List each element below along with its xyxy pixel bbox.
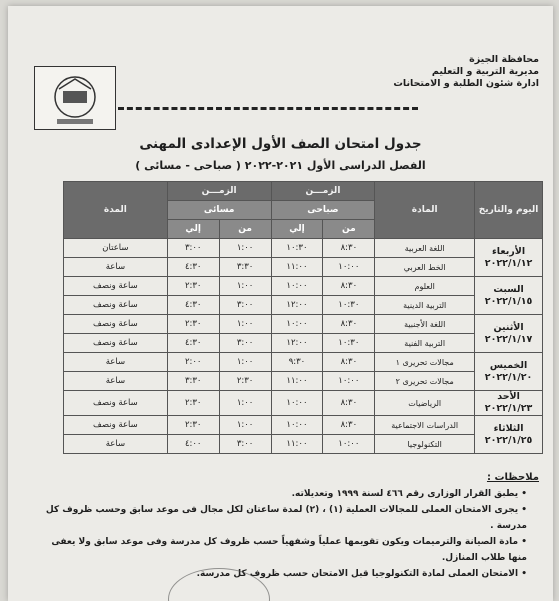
table-row (64, 239, 543, 258)
evening-to-cell: ٤:٣٠ (167, 296, 219, 315)
duration-cell: ساعة (64, 372, 168, 391)
evening-from-cell: ٣:٣٠ (219, 258, 271, 277)
table-row (64, 315, 543, 334)
header-time-evening: الزمـــن (167, 182, 271, 201)
morning-from-cell: ١٠:٠٠ (323, 258, 375, 277)
subject-cell: مجالات تحريرى ١ (375, 353, 475, 372)
subject-cell: الرياضيات (375, 391, 475, 416)
table-row (64, 258, 543, 277)
page-title: جدول امتحان الصف الأول الإعدادى المهنى (139, 136, 422, 152)
duration-cell: ساعة ونصف (64, 391, 168, 416)
administration-name: ادارة شئون الطلبة و الامتحانات (393, 78, 539, 89)
notes-title: ملاحظات : (486, 472, 539, 483)
table-row (64, 353, 543, 372)
evening-from-cell: ٣:٠٠ (219, 334, 271, 353)
evening-from-cell: ٢:٣٠ (219, 372, 271, 391)
day-cell: السبت ٢٠٢٢/١/١٥ (475, 277, 543, 315)
morning-from-cell: ٨:٣٠ (323, 315, 375, 334)
table-row (64, 391, 543, 416)
evening-from-cell: ١:٠٠ (219, 277, 271, 296)
note-item: • الامتحان العملى لمادة التكنولوجيا قبل الامتحان حسب ظروف كل مدرسة. (44, 566, 527, 582)
morning-from-cell: ١٠:٣٠ (323, 334, 375, 353)
evening-from-cell: ١:٠٠ (219, 391, 271, 416)
subject-cell: التكنولوجيا (375, 435, 475, 454)
note-item: • يجرى الامتحان العملى للمجالات العملية (١) ، (٢) لمدة ساعتان لكل مجال فى موعد سابق وحسب ظروف كل مدرسة . (44, 502, 527, 534)
duration-cell: ساعة ونصف (64, 277, 168, 296)
morning-from-cell: ١٠:٠٠ (323, 372, 375, 391)
morning-to-cell: ١٠:٣٠ (271, 239, 323, 258)
day-cell: الثلاثاء ٢٠٢٢/١/٢٥ (475, 416, 543, 454)
duration-cell: ساعة ونصف (64, 416, 168, 435)
subject-cell: اللغة العربية (375, 239, 475, 258)
header-from: من (219, 220, 271, 239)
governorate-name: محافظة الجيزة (469, 54, 539, 65)
evening-to-cell: ٤:٣٠ (167, 258, 219, 277)
duration-cell: ساعة ونصف (64, 334, 168, 353)
morning-from-cell: ٨:٣٠ (323, 353, 375, 372)
header-time-morning: الزمـــن (271, 182, 375, 201)
header-morning: صباحى (271, 201, 375, 220)
subject-cell: الدراسات الاجتماعية (375, 416, 475, 435)
header-to: إلي (271, 220, 323, 239)
duration-cell: ساعة ونصف (64, 296, 168, 315)
morning-to-cell: ١١:٠٠ (271, 435, 323, 454)
logo-emblem-icon (35, 67, 115, 129)
subject-cell: التربية الدينية (375, 296, 475, 315)
header-subject: المادة (375, 182, 475, 239)
subject-cell: اللغة الأجنبية (375, 315, 475, 334)
morning-from-cell: ١٠:٠٠ (323, 435, 375, 454)
evening-from-cell: ٣:٠٠ (219, 435, 271, 454)
header-day: اليوم والتاريخ (475, 182, 543, 239)
duration-cell: ساعة (64, 258, 168, 277)
header-duration: المدة (64, 182, 168, 239)
morning-to-cell: ١٠:٠٠ (271, 416, 323, 435)
table-row (64, 334, 543, 353)
evening-to-cell: ٣:٠٠ (167, 239, 219, 258)
evening-to-cell: ٢:٣٠ (167, 416, 219, 435)
duration-cell: ساعة ونصف (64, 315, 168, 334)
morning-to-cell: ١٢:٠٠ (271, 334, 323, 353)
morning-from-cell: ٨:٣٠ (323, 391, 375, 416)
morning-to-cell: ١٢:٠٠ (271, 296, 323, 315)
table-row (64, 296, 543, 315)
morning-to-cell: ١١:٠٠ (271, 258, 323, 277)
exam-schedule-table (63, 181, 543, 454)
evening-to-cell: ٤:٠٠ (167, 435, 219, 454)
table-row (64, 372, 543, 391)
evening-from-cell: ٣:٠٠ (219, 296, 271, 315)
evening-to-cell: ٢:٠٠ (167, 353, 219, 372)
evening-to-cell: ٢:٣٠ (167, 315, 219, 334)
table-row (64, 435, 543, 454)
morning-from-cell: ٨:٣٠ (323, 277, 375, 296)
header-evening: مسائى (167, 201, 271, 220)
subject-cell: مجالات تحريرى ٢ (375, 372, 475, 391)
morning-from-cell: ٨:٣٠ (323, 416, 375, 435)
note-item: • مادة الصيانة والترميمات ويكون تقويمها عملياً وشفهياً حسب ظروف كل مدرسة وفى موعد سابق ولا يعفى منها طلاب المنازل. (44, 534, 527, 566)
evening-from-cell: ١:٠٠ (219, 239, 271, 258)
duration-cell: ساعتان (64, 239, 168, 258)
morning-to-cell: ٩:٣٠ (271, 353, 323, 372)
duration-cell: ساعة (64, 435, 168, 454)
morning-to-cell: ١٠:٠٠ (271, 277, 323, 296)
day-cell: الخميس ٢٠٢٢/١/٢٠ (475, 353, 543, 391)
evening-to-cell: ٤:٣٠ (167, 334, 219, 353)
morning-from-cell: ١٠:٣٠ (323, 296, 375, 315)
evening-to-cell: ٢:٣٠ (167, 391, 219, 416)
morning-to-cell: ١١:٠٠ (271, 372, 323, 391)
header-from: من (323, 220, 375, 239)
subject-cell: التربية الفنية (375, 334, 475, 353)
morning-to-cell: ١٠:٠٠ (271, 315, 323, 334)
day-cell: الأربعاء ٢٠٢٢/١/١٢ (475, 239, 543, 277)
header-divider (118, 107, 418, 110)
page-subtitle: الفصل الدراسى الأول ٢٠٢١-٢٠٢٢ ( صباحى - مسائى ) (135, 159, 426, 172)
evening-from-cell: ١:٠٠ (219, 416, 271, 435)
subject-cell: الخط العربي (375, 258, 475, 277)
duration-cell: ساعة (64, 353, 168, 372)
notes-section (44, 470, 539, 582)
evening-from-cell: ١:٠٠ (219, 353, 271, 372)
day-cell: الأثنين ٢٠٢٢/١/١٧ (475, 315, 543, 353)
directorate-logo (34, 66, 116, 130)
evening-to-cell: ٢:٣٠ (167, 277, 219, 296)
table-row (64, 277, 543, 296)
day-cell: الأحد ٢٠٢٢/١/٢٣ (475, 391, 543, 416)
note-item: • يطبق القرار الوزارى رقم ٤٦٦ لسنة ١٩٩٩ وتعديلاته. (44, 486, 527, 502)
directorate-name: مديرية التربية و التعليم (431, 66, 539, 77)
subject-cell: العلوم (375, 277, 475, 296)
evening-to-cell: ٣:٣٠ (167, 372, 219, 391)
document-page (8, 6, 553, 601)
morning-from-cell: ٨:٣٠ (323, 239, 375, 258)
letterhead (339, 54, 539, 90)
header-to: إلي (167, 220, 219, 239)
morning-to-cell: ١٠:٠٠ (271, 391, 323, 416)
evening-from-cell: ١:٠٠ (219, 315, 271, 334)
table-row (64, 416, 543, 435)
